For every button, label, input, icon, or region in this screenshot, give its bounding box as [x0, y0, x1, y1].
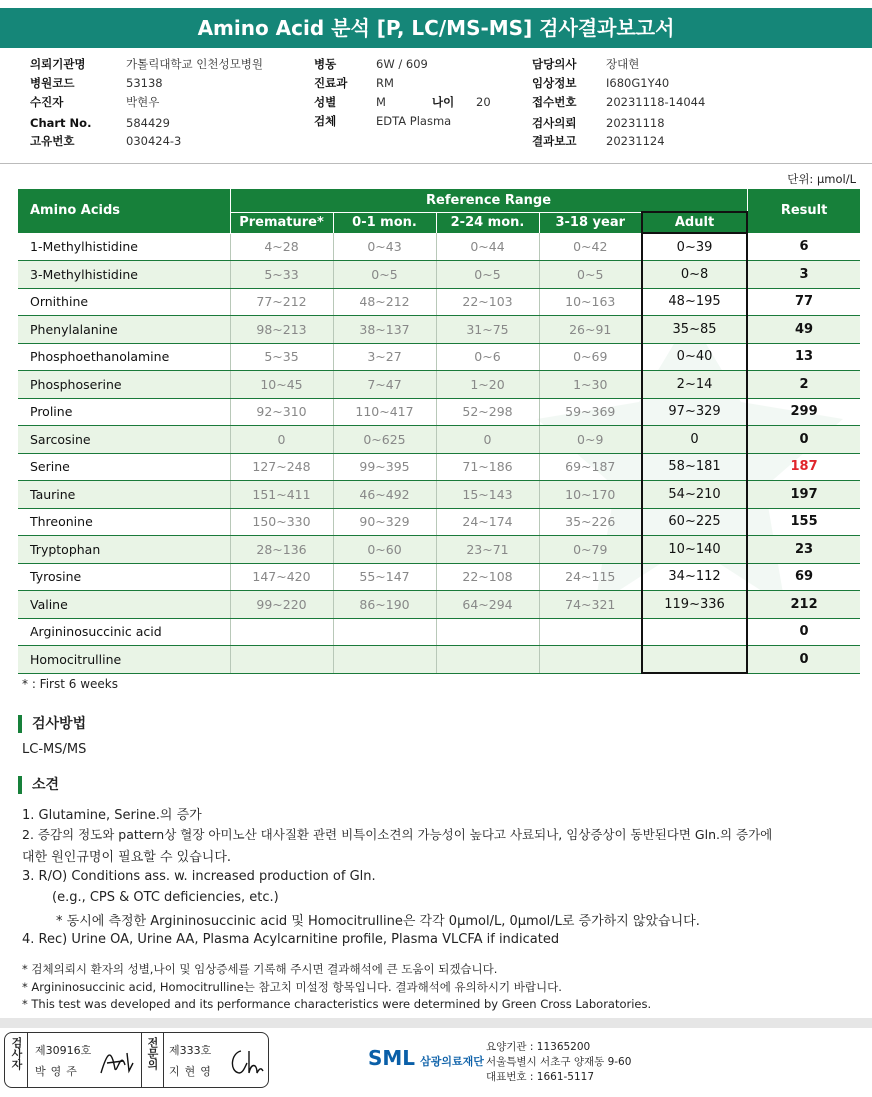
info-value: 20231124	[606, 134, 665, 148]
reference-range-cell: 10~163	[539, 288, 642, 316]
result-cell: 299	[747, 398, 860, 426]
table-row	[18, 536, 860, 564]
info-label: 담당의사	[532, 57, 577, 71]
patient-info-panel	[0, 52, 872, 164]
header-3-18-year: 3-18 year	[539, 212, 642, 233]
method-heading: 검사방법	[18, 715, 86, 733]
info-value: RM	[376, 76, 394, 90]
info-label: 수진자	[30, 95, 64, 109]
amino-acid-name: Sarcosine	[18, 426, 230, 454]
adult-range-cell: 0~8	[642, 261, 747, 289]
info-label: 의뢰기관명	[30, 57, 86, 71]
reference-range-cell: 24~115	[539, 563, 642, 591]
examiner-signature	[97, 1043, 135, 1079]
result-cell: 3	[747, 261, 860, 289]
reference-range-cell: 92~310	[230, 398, 333, 426]
reference-range-cell: 0~625	[333, 426, 436, 454]
info-label: 검체	[314, 114, 337, 128]
note-line: * 검체의뢰시 환자의 성별,나이 및 임상증세를 기록해 주시면 결과해석에 큰 도움이 되겠습니다.	[22, 962, 498, 976]
table-row	[18, 288, 860, 316]
reference-range-cell: 55~147	[333, 563, 436, 591]
table-row	[18, 398, 860, 426]
org-info-line: 요양기관 : 11365200	[486, 1041, 591, 1053]
examiner-label: 검사자	[10, 1037, 23, 1070]
header-amino-acids: Amino Acids	[18, 189, 230, 233]
info-label: 진료과	[314, 76, 348, 90]
examiner-name: 박영주	[35, 1065, 82, 1078]
header-2-24-mon: 2-24 mon.	[436, 212, 539, 233]
reference-range-cell	[333, 618, 436, 646]
reference-range-cell: 151~411	[230, 481, 333, 509]
opinion-line: 대한 원인규명이 필요할 수 있습니다.	[22, 850, 232, 865]
reference-range-cell: 77~212	[230, 288, 333, 316]
reference-range-cell: 22~108	[436, 563, 539, 591]
reference-range-cell	[436, 618, 539, 646]
result-cell: 13	[747, 343, 860, 371]
table-row	[18, 563, 860, 591]
adult-range-cell: 60~225	[642, 508, 747, 536]
examiner-number: 제30916호	[35, 1044, 92, 1057]
info-value: 6W / 609	[376, 57, 428, 71]
org-info	[486, 1040, 631, 1085]
reference-range-cell: 0~44	[436, 233, 539, 261]
table-row	[18, 426, 860, 454]
amino-acid-name: Phenylalanine	[18, 316, 230, 344]
reference-range-cell: 22~103	[436, 288, 539, 316]
adult-range-cell: 58~181	[642, 453, 747, 481]
info-value: 장대현	[606, 57, 640, 71]
table-row	[18, 371, 860, 399]
adult-range-cell	[642, 618, 747, 646]
header-reference-range: Reference Range	[230, 189, 747, 212]
info-value: 박현우	[126, 95, 160, 109]
org-name: 삼광의료재단	[420, 1055, 484, 1068]
info-value: 030424-3	[126, 134, 182, 148]
table-footnote: * : First 6 weeks	[22, 677, 118, 691]
reference-range-cell: 4~28	[230, 233, 333, 261]
amino-acid-name: Serine	[18, 453, 230, 481]
reference-range-cell: 74~321	[539, 591, 642, 619]
result-cell: 2	[747, 371, 860, 399]
adult-range-cell: 0~40	[642, 343, 747, 371]
opinion-heading: 소견	[18, 776, 59, 794]
info-value: 584429	[126, 116, 170, 130]
reference-range-cell: 38~137	[333, 316, 436, 344]
result-cell: 0	[747, 618, 860, 646]
adult-range-cell: 48~195	[642, 288, 747, 316]
reference-range-cell: 71~186	[436, 453, 539, 481]
org-info-line: 대표번호 : 1661-5117	[486, 1071, 595, 1083]
reference-range-cell	[230, 646, 333, 674]
table-row	[18, 233, 860, 261]
reference-range-cell: 28~136	[230, 536, 333, 564]
opinion-line: * 동시에 측정한 Argininosuccinic acid 및 Homocitrulline은 각각 0μmol/L, 0μmol/L로 증가하지 않았습니다.	[56, 914, 700, 929]
info-label: 접수번호	[532, 95, 577, 109]
org-logo	[368, 1046, 484, 1070]
reference-range-cell: 69~187	[539, 453, 642, 481]
header-result: Result	[747, 189, 860, 233]
opinion-line: 3. R/O) Conditions ass. w. increased production of Gln.	[22, 869, 376, 884]
reference-range-cell: 0~43	[333, 233, 436, 261]
result-cell: 49	[747, 316, 860, 344]
info-value: 20231118-14044	[606, 95, 706, 109]
reference-range-cell: 110~417	[333, 398, 436, 426]
adult-range-cell: 54~210	[642, 481, 747, 509]
opinion-line: 1. Glutamine, Serine.의 증가	[22, 808, 202, 823]
table-row	[18, 343, 860, 371]
info-value: 53138	[126, 76, 163, 90]
opinion-line: (e.g., CPS & OTC deficiencies, etc.)	[52, 890, 279, 905]
adult-range-cell: 35~85	[642, 316, 747, 344]
amino-acid-name: Threonine	[18, 508, 230, 536]
header-adult: Adult	[642, 212, 747, 233]
reference-range-cell: 0~5	[539, 261, 642, 289]
amino-acid-name: Valine	[18, 591, 230, 619]
amino-acid-name: 1-Methylhistidine	[18, 233, 230, 261]
reference-range-cell: 35~226	[539, 508, 642, 536]
table-row	[18, 508, 860, 536]
info-label: Chart No.	[30, 116, 92, 130]
reference-range-cell: 64~294	[436, 591, 539, 619]
reference-range-cell: 10~170	[539, 481, 642, 509]
adult-range-cell: 0~39	[642, 233, 747, 261]
amino-acid-name: Proline	[18, 398, 230, 426]
table-row	[18, 316, 860, 344]
report-title: Amino Acid 분석 [P, LC/MS-MS] 검사결과보고서	[0, 8, 872, 48]
result-cell: 69	[747, 563, 860, 591]
reference-range-cell: 5~33	[230, 261, 333, 289]
reference-range-cell: 48~212	[333, 288, 436, 316]
reference-range-cell: 127~248	[230, 453, 333, 481]
reference-range-cell: 59~369	[539, 398, 642, 426]
header-premature: Premature*	[230, 212, 333, 233]
reference-range-cell	[539, 646, 642, 674]
age-value: 20	[476, 95, 491, 109]
reference-range-cell: 147~420	[230, 563, 333, 591]
signature-box	[4, 1032, 269, 1088]
reference-range-cell	[230, 618, 333, 646]
adult-range-cell	[642, 646, 747, 674]
result-cell: 197	[747, 481, 860, 509]
info-value: 가톨릭대학교 인천성모병원	[126, 57, 263, 71]
reference-range-cell: 10~45	[230, 371, 333, 399]
reference-range-cell: 5~35	[230, 343, 333, 371]
reference-range-cell: 0	[436, 426, 539, 454]
reference-range-cell	[333, 646, 436, 674]
reference-range-cell: 23~71	[436, 536, 539, 564]
header-0-1-mon: 0-1 mon.	[333, 212, 436, 233]
table-row	[18, 646, 860, 674]
table-row	[18, 453, 860, 481]
info-label: 병동	[314, 57, 337, 71]
reference-range-cell: 0~69	[539, 343, 642, 371]
adult-range-cell: 97~329	[642, 398, 747, 426]
reference-range-cell: 99~395	[333, 453, 436, 481]
note-line: * This test was developed and its performance characteristics were determined by Green Cross Laboratories.	[22, 997, 652, 1011]
reference-range-cell: 3~27	[333, 343, 436, 371]
note-line: * Argininosuccinic acid, Homocitrulline는 참고치 미설정 항목입니다. 결과해석에 유의하시기 바랍니다.	[22, 980, 562, 994]
reference-range-cell: 31~75	[436, 316, 539, 344]
adult-range-cell: 2~14	[642, 371, 747, 399]
amino-acid-name: Tyrosine	[18, 563, 230, 591]
specialist-number: 제333호	[169, 1044, 212, 1057]
reference-range-cell: 150~330	[230, 508, 333, 536]
reference-range-cell: 98~213	[230, 316, 333, 344]
info-label: 검사의뢰	[532, 116, 577, 130]
info-value: EDTA Plasma	[376, 114, 452, 128]
adult-range-cell: 34~112	[642, 563, 747, 591]
info-value: I680G1Y40	[606, 76, 670, 90]
reference-range-cell: 0	[230, 426, 333, 454]
specialist-label: 전문의	[146, 1037, 159, 1070]
result-cell: 0	[747, 426, 860, 454]
reference-range-cell: 0~79	[539, 536, 642, 564]
result-cell: 187	[747, 453, 860, 481]
info-label: 성별	[314, 95, 337, 109]
info-value: 20231118	[606, 116, 665, 130]
amino-acid-name: Argininosuccinic acid	[18, 618, 230, 646]
amino-acid-name: Ornithine	[18, 288, 230, 316]
reference-range-cell: 90~329	[333, 508, 436, 536]
table-row	[18, 481, 860, 509]
info-label: 결과보고	[532, 134, 577, 148]
result-cell: 77	[747, 288, 860, 316]
reference-range-cell: 99~220	[230, 591, 333, 619]
result-cell: 6	[747, 233, 860, 261]
reference-range-cell: 0~42	[539, 233, 642, 261]
amino-acid-name: Phosphoserine	[18, 371, 230, 399]
adult-range-cell: 119~336	[642, 591, 747, 619]
reference-range-cell: 0~60	[333, 536, 436, 564]
reference-range-cell: 15~143	[436, 481, 539, 509]
info-label: 고유번호	[30, 134, 75, 148]
reference-range-cell: 7~47	[333, 371, 436, 399]
age-label: 나이	[432, 95, 455, 109]
org-info-line: 서울특별시 서초구 양재동 9-60	[486, 1056, 632, 1068]
result-cell: 0	[747, 646, 860, 674]
reference-range-cell: 0~5	[436, 261, 539, 289]
reference-range-cell	[539, 618, 642, 646]
amino-acid-name: Tryptophan	[18, 536, 230, 564]
adult-range-cell: 10~140	[642, 536, 747, 564]
reference-range-cell	[436, 646, 539, 674]
amino-acid-name: Homocitrulline	[18, 646, 230, 674]
reference-range-cell: 26~91	[539, 316, 642, 344]
adult-range-cell: 0	[642, 426, 747, 454]
info-label: 병원코드	[30, 76, 75, 90]
specialist-signature	[227, 1045, 265, 1079]
amino-acid-table	[18, 189, 860, 674]
amino-acid-name: Phosphoethanolamine	[18, 343, 230, 371]
amino-acid-name: Taurine	[18, 481, 230, 509]
result-cell: 212	[747, 591, 860, 619]
result-cell: 155	[747, 508, 860, 536]
opinion-line: 4. Rec) Urine OA, Urine AA, Plasma Acylcarnitine profile, Plasma VLCFA if indicated	[22, 932, 560, 947]
table-row	[18, 591, 860, 619]
reference-range-cell: 1~30	[539, 371, 642, 399]
info-value: M	[376, 95, 386, 109]
reference-range-cell: 52~298	[436, 398, 539, 426]
opinion-line: 2. 증감의 정도와 pattern상 혈장 아미노산 대사질환 관련 비특이소견의 가능성이 높다고 사료되나, 임상증상이 동반된다면 Gln.의 증가에	[22, 827, 773, 842]
table-row	[18, 261, 860, 289]
result-cell: 23	[747, 536, 860, 564]
reference-range-cell: 0~6	[436, 343, 539, 371]
sml-logo: SML	[368, 1046, 416, 1070]
reference-range-cell: 46~492	[333, 481, 436, 509]
unit-label: 단위: μmol/L	[787, 172, 856, 186]
table-row	[18, 618, 860, 646]
info-label: 임상정보	[532, 76, 577, 90]
reference-range-cell: 0~5	[333, 261, 436, 289]
reference-range-cell: 1~20	[436, 371, 539, 399]
specialist-name: 지현영	[169, 1065, 216, 1078]
reference-range-cell: 24~174	[436, 508, 539, 536]
reference-range-cell: 86~190	[333, 591, 436, 619]
method-text: LC-MS/MS	[22, 742, 87, 757]
footer-divider	[0, 1018, 872, 1028]
reference-range-cell: 0~9	[539, 426, 642, 454]
amino-acid-name: 3-Methylhistidine	[18, 261, 230, 289]
